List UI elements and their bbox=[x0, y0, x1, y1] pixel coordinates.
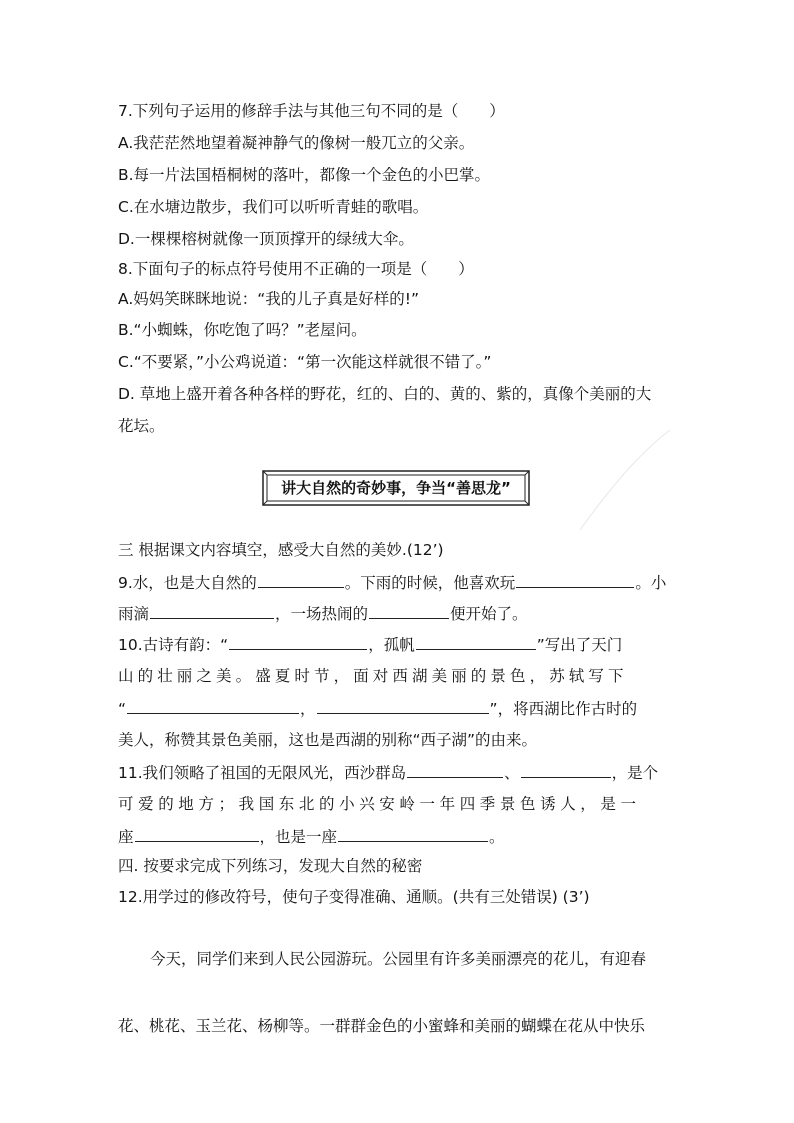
q8-option-a: A.妈妈笑眯眯地说：“我的儿子真是好样的!” bbox=[118, 290, 420, 308]
q11-blank-3[interactable] bbox=[135, 826, 259, 842]
q11-line1 bbox=[118, 762, 658, 783]
q9-blank-2[interactable] bbox=[516, 572, 634, 588]
banner-title: 讲大自然的奇妙事，争当“善思龙” bbox=[281, 479, 511, 497]
section3-title: 三 根据课文内容填空，感受大自然的美妙.(12’) bbox=[118, 541, 444, 559]
q11-text-1: 11.我们领略了祖国的无限风光，西沙群岛 bbox=[118, 764, 407, 782]
q10-text-1: 10.古诗有韵：“ bbox=[118, 636, 229, 654]
q9-text-1: 9.水，也是大自然的 bbox=[118, 574, 257, 592]
q8-option-b: B.“小蜘蛛，你吃饱了吗？”老屋问。 bbox=[118, 321, 367, 339]
q11-text-3: ，是个 bbox=[611, 764, 659, 782]
q11-blank-1[interactable] bbox=[407, 762, 503, 778]
q10-text-4: “ bbox=[118, 700, 127, 718]
q11-line3 bbox=[118, 826, 505, 847]
q9-text-3: 。小 bbox=[635, 574, 667, 592]
q10-blank-1[interactable] bbox=[229, 634, 367, 650]
q7-option-b: B.每一片法国梧桐树的落叶，都像一个金色的小巴掌。 bbox=[118, 166, 491, 184]
q11-blank-4[interactable] bbox=[338, 826, 488, 842]
q8-option-d-line2: 花坛。 bbox=[118, 417, 165, 435]
q10-text-5: ， bbox=[300, 700, 316, 718]
q10-text-2: ，孤帆 bbox=[368, 636, 415, 654]
q8-stem: 8.下面句子的标点符号使用不正确的一项是（ ） bbox=[118, 260, 474, 278]
q11-text-2: 、 bbox=[504, 764, 520, 782]
q7-option-d: D.一棵棵榕树就像一顶顶撑开的绿绒大伞。 bbox=[118, 230, 414, 248]
q10-line4: 美人，称赞其景色美丽，这也是西湖的别称“西子湖”的由来。 bbox=[118, 731, 538, 749]
q10-line2: 山的壮丽之美。盛夏时节，面对西湖美丽的景色，苏轼写下 bbox=[118, 667, 628, 685]
section-banner bbox=[262, 470, 530, 506]
section4-title: 四. 按要求完成下列练习，发现大自然的秘密 bbox=[118, 857, 423, 875]
q12-paragraph-line2: 花、桃花、玉兰花、杨柳等。一群群金色的小蜜蜂和美丽的蝴蝶在花从中快乐 bbox=[118, 1017, 646, 1035]
q9-blank-1[interactable] bbox=[258, 572, 344, 588]
q11-text-4: 座 bbox=[118, 828, 134, 846]
q11-line2: 可爱的地方；我国东北的小兴安岭一年四季景色诱人，是一 bbox=[118, 795, 641, 813]
q9-blank-3[interactable] bbox=[150, 603, 274, 619]
q10-line3 bbox=[118, 698, 637, 719]
q7-stem: 7.下列句子运用的修辞手法与其他三句不同的是（ ） bbox=[118, 102, 505, 120]
q9-text-4: 雨滴 bbox=[118, 605, 150, 623]
q10-text-6: ”，将西湖比作古时的 bbox=[489, 700, 638, 718]
q11-text-5: ，也是一座 bbox=[259, 828, 338, 846]
q10-blank-2[interactable] bbox=[416, 634, 536, 650]
q8-option-c: C.“不要紧，”小公鸡说道：“第一次能这样就很不错了。” bbox=[118, 353, 492, 371]
q10-blank-3[interactable] bbox=[127, 698, 299, 714]
q9-text-6: 便开始了。 bbox=[450, 605, 528, 623]
q12-stem: 12.用学过的修改符号，使句子变得准确、通顺。(共有三处错误) (3’) bbox=[118, 888, 590, 906]
scan-artifact bbox=[560, 420, 680, 540]
q7-option-c: C.在水塘边散步，我们可以听听青蛙的歌唱。 bbox=[118, 198, 429, 216]
q11-blank-2[interactable] bbox=[521, 762, 611, 778]
q10-blank-4[interactable] bbox=[317, 698, 489, 714]
q10-text-3: ”写出了天门 bbox=[536, 636, 623, 654]
q9-blank-4[interactable] bbox=[369, 603, 449, 619]
q11-text-6: 。 bbox=[489, 828, 505, 846]
q9-line2 bbox=[118, 603, 528, 624]
q9-text-5: ，一场热闹的 bbox=[275, 605, 369, 623]
q8-option-d-line1: D. 草地上盛开着各种各样的野花，红的、白的、黄的、紫的，真像个美丽的大 bbox=[118, 385, 652, 403]
q12-paragraph-line1: 今天，同学们来到人民公园游玩。公园里有许多美丽漂亮的花儿，有迎春 bbox=[150, 950, 647, 968]
q10-line1 bbox=[118, 634, 622, 655]
q7-option-a: A.我茫茫然地望着凝神静气的像树一般兀立的父亲。 bbox=[118, 134, 475, 152]
q9-line1 bbox=[118, 572, 666, 593]
q9-text-2: 。下雨的时候，他喜欢玩 bbox=[344, 574, 516, 592]
